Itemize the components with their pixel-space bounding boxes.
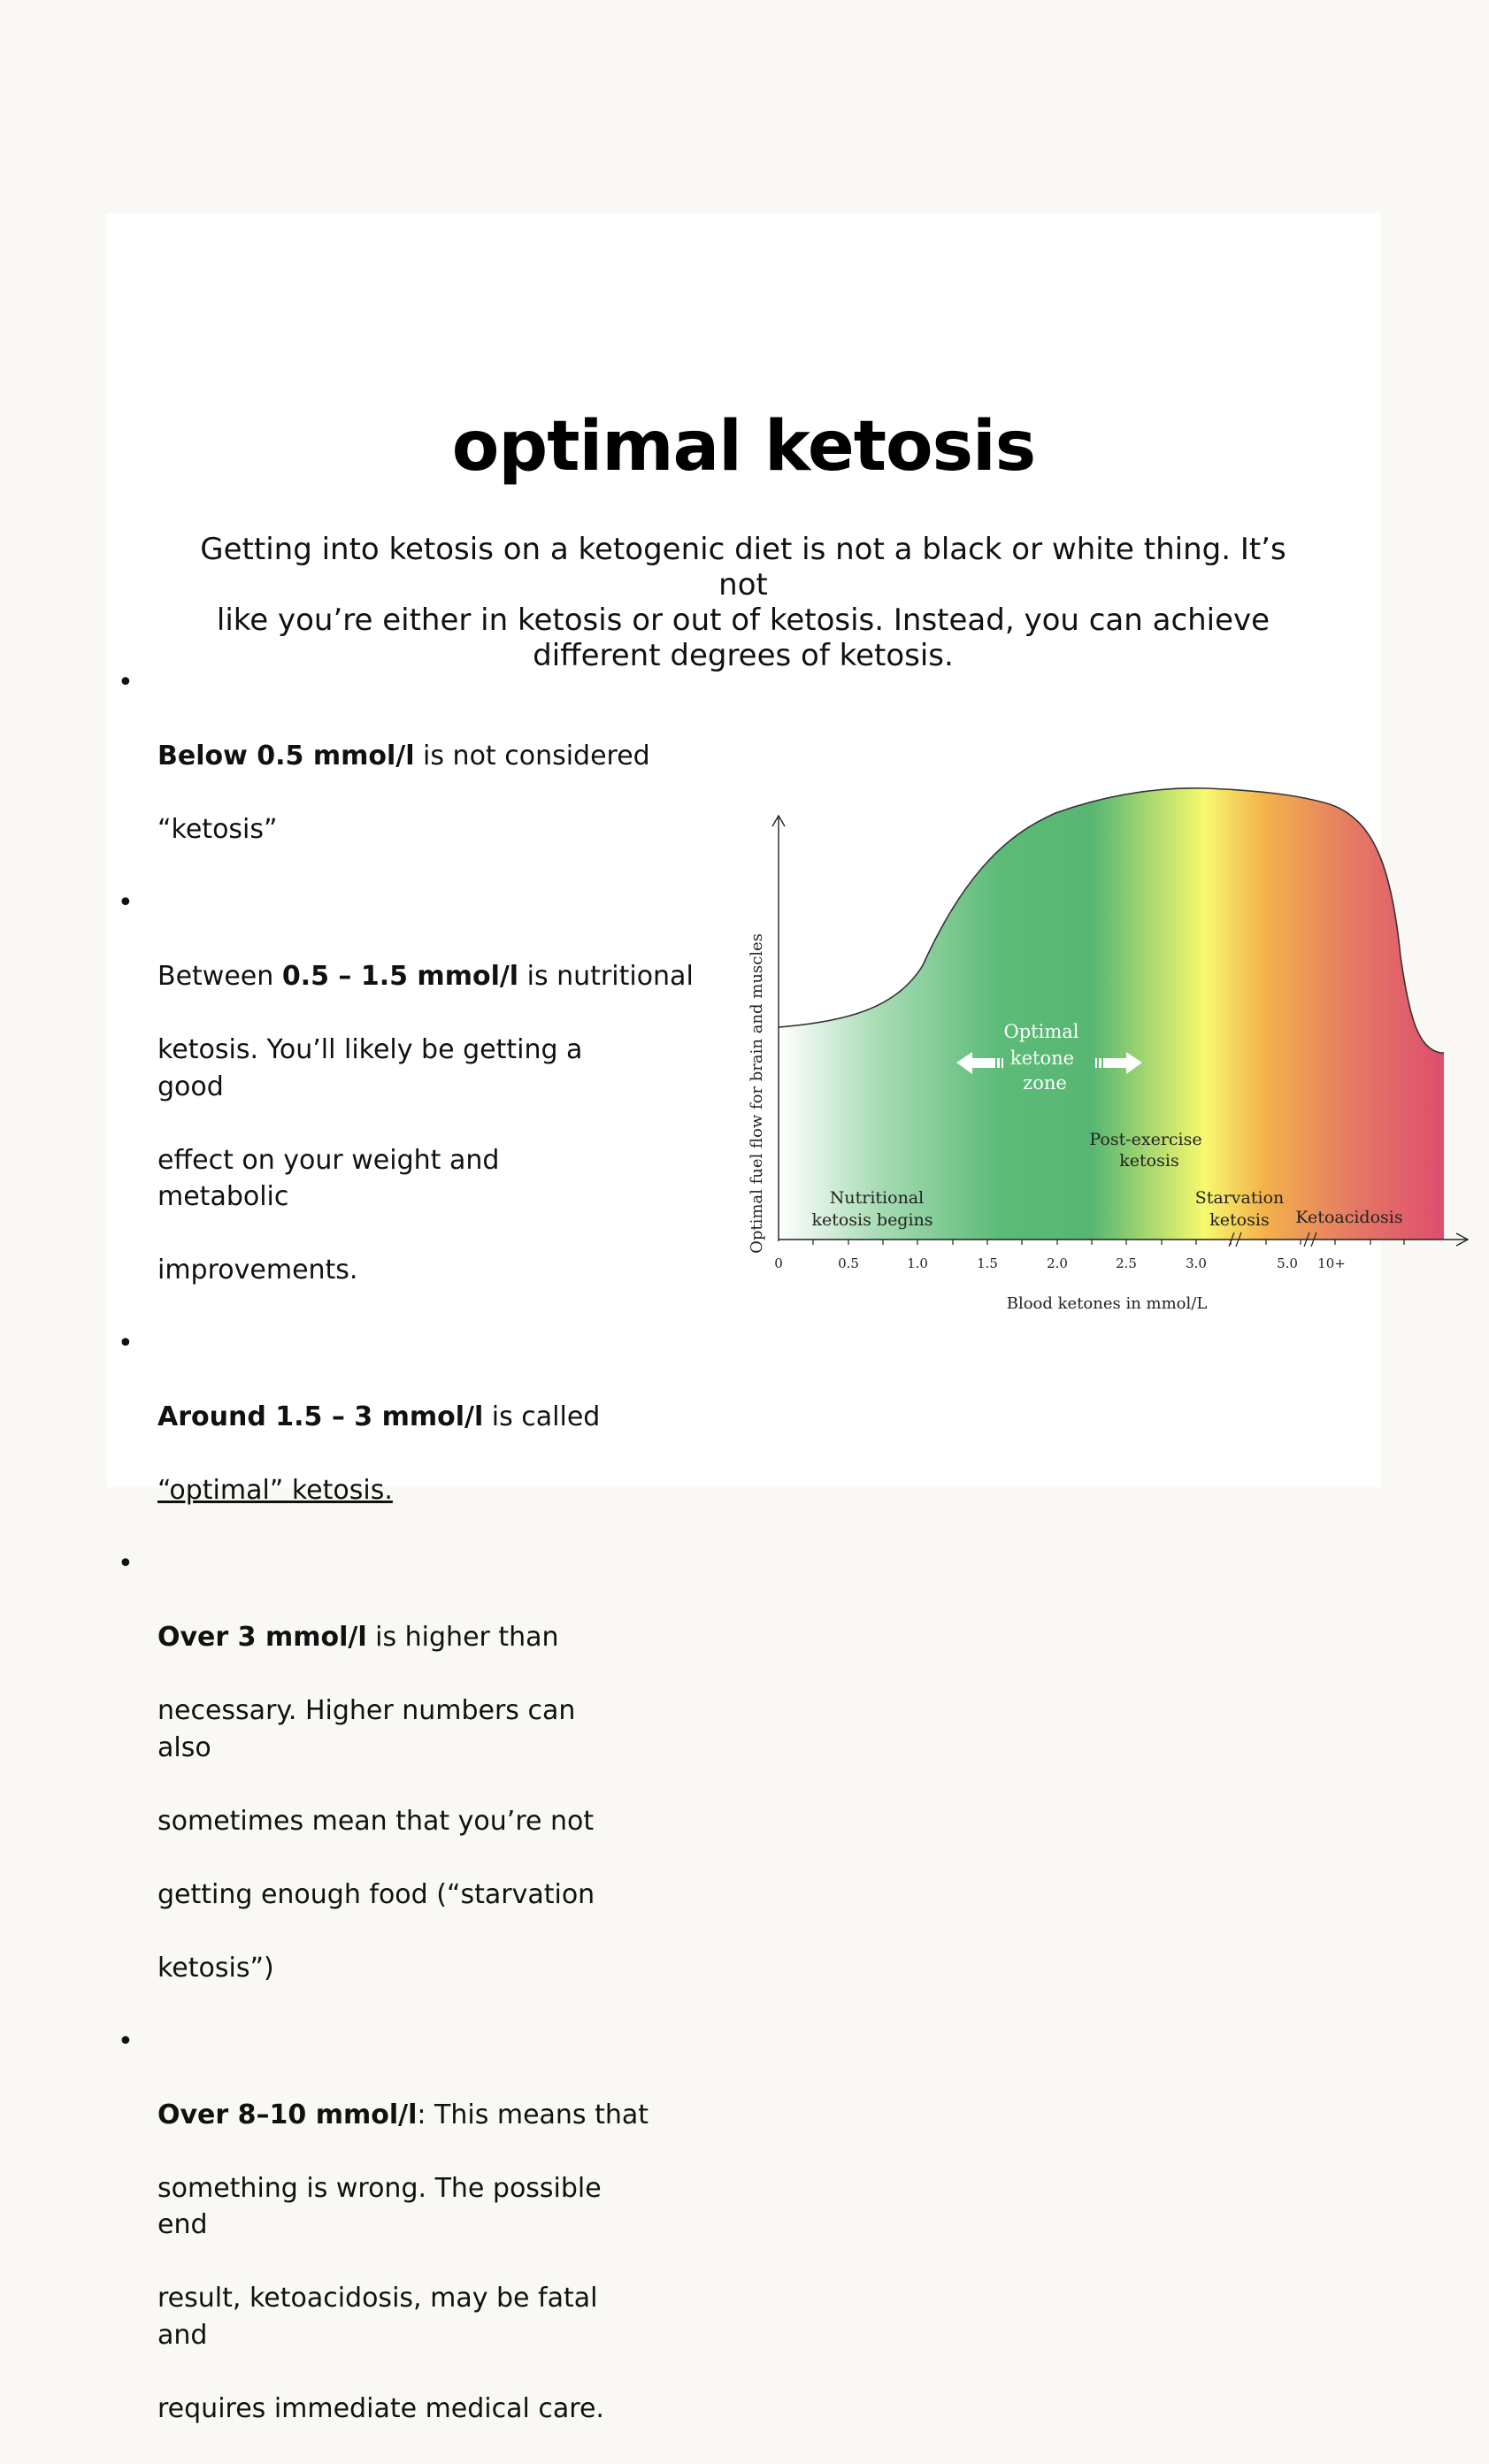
annotation-optimal-zone: ketone <box>1009 1048 1075 1069</box>
annotation-starvation: Starvation <box>1194 1188 1285 1208</box>
intro-line: Getting into ketosis on a ketogenic diet is not a black or white thing. It’s not <box>200 532 1286 603</box>
bullet-bold: Over 8–10 mmol/l <box>157 2099 418 2130</box>
bullet-dot: • <box>118 1548 134 1579</box>
bullet-text: ketosis. You’ll likely be getting a good <box>157 1034 583 1102</box>
annotation-nutritional: Nutritional <box>829 1188 925 1208</box>
slide-title: optimal ketosis <box>451 407 1036 487</box>
bullet-text: is not considered <box>414 741 650 771</box>
annotation-optimal-zone: zone <box>1023 1072 1067 1094</box>
ketosis-chart <box>640 726 1489 1313</box>
x-tick-labels <box>774 1255 1346 1271</box>
bullet-bold: 0.5 – 1.5 mmol/l <box>281 961 519 992</box>
x-tick-label: 2.0 <box>1047 1255 1068 1271</box>
x-tick-label: 3.0 <box>1186 1255 1207 1271</box>
intro-line: different degrees of ketosis. <box>533 638 954 673</box>
bullet-text: is higher than <box>366 1622 559 1653</box>
bullet-text: requires immediate medical care. <box>157 2392 604 2424</box>
intro-paragraph <box>186 532 1301 673</box>
bullet-dot: • <box>118 2025 134 2057</box>
x-tick-label: 1.0 <box>907 1255 928 1271</box>
bullet-dot: • <box>118 887 134 918</box>
bullet-text: “ketosis” <box>157 814 278 845</box>
bullet-text: is nutritional <box>518 961 694 992</box>
bullet-text: Between <box>157 961 282 992</box>
bullet-dot: • <box>118 1328 134 1359</box>
bullet-list <box>106 664 694 2464</box>
bullet-item <box>106 664 650 885</box>
annotation-starvation: ketosis <box>1209 1210 1270 1230</box>
bullet-text: is called <box>483 1401 601 1432</box>
bullet-text: something is wrong. The possible end <box>157 2172 602 2240</box>
bullet-text: sometimes mean that you’re not <box>157 1805 595 1837</box>
annotation-nutritional: ketosis begins <box>811 1210 933 1230</box>
bullet-item <box>106 2023 649 2464</box>
annotation-post-exercise: Post-exercise <box>1089 1130 1202 1149</box>
bullet-bold: Below 0.5 mmol/l <box>157 741 415 771</box>
x-tick-label: 10+ <box>1317 1255 1346 1271</box>
annotation-post-exercise: ketosis <box>1119 1151 1179 1171</box>
bullet-text: necessary. Higher numbers can also <box>157 1695 576 1763</box>
bullet-text: result, ketoacidosis, may be fatal and <box>157 2283 598 2351</box>
bullet-underlined-text: “optimal” ketosis. <box>157 1475 393 1506</box>
annotation-ketoacidosis: Ketoacidosis <box>1295 1208 1403 1227</box>
y-axis-title: Optimal fuel flow for brain and muscles <box>748 933 766 1254</box>
x-axis-title: Blood ketones in mmol/L <box>1006 1294 1208 1313</box>
bullet-bold: Around 1.5 – 3 mmol/l <box>157 1401 484 1432</box>
bullet-text: getting enough food (“starvation <box>157 1878 595 1910</box>
slide <box>106 213 1403 2424</box>
intro-line: like you’re either in ketosis or out of ketosis. Instead, you can achieve <box>216 603 1270 638</box>
x-tick-label: 5.0 <box>1277 1255 1298 1271</box>
x-ticks <box>813 1240 1404 1245</box>
bullet-text: ketosis”) <box>157 1952 274 1984</box>
x-tick-label: 2.5 <box>1116 1255 1137 1271</box>
x-tick-label: 1.5 <box>977 1255 998 1271</box>
bullet-item <box>106 1546 633 2023</box>
bullet-bold: Over 3 mmol/l <box>157 1622 367 1653</box>
bullet-item <box>106 1325 633 1546</box>
ketone-curve-area <box>779 788 1444 1240</box>
bullet-text: improvements. <box>157 1255 358 1286</box>
bullet-text: effect on your weight and metabolic <box>157 1144 500 1212</box>
annotation-optimal-zone: Optimal <box>1003 1021 1079 1042</box>
x-tick-label: 0 <box>774 1255 783 1271</box>
x-tick-label: 0.5 <box>838 1255 859 1271</box>
bullet-dot: • <box>118 667 134 698</box>
bullet-item <box>106 885 694 1325</box>
bullet-text: : This means that <box>417 2099 649 2130</box>
